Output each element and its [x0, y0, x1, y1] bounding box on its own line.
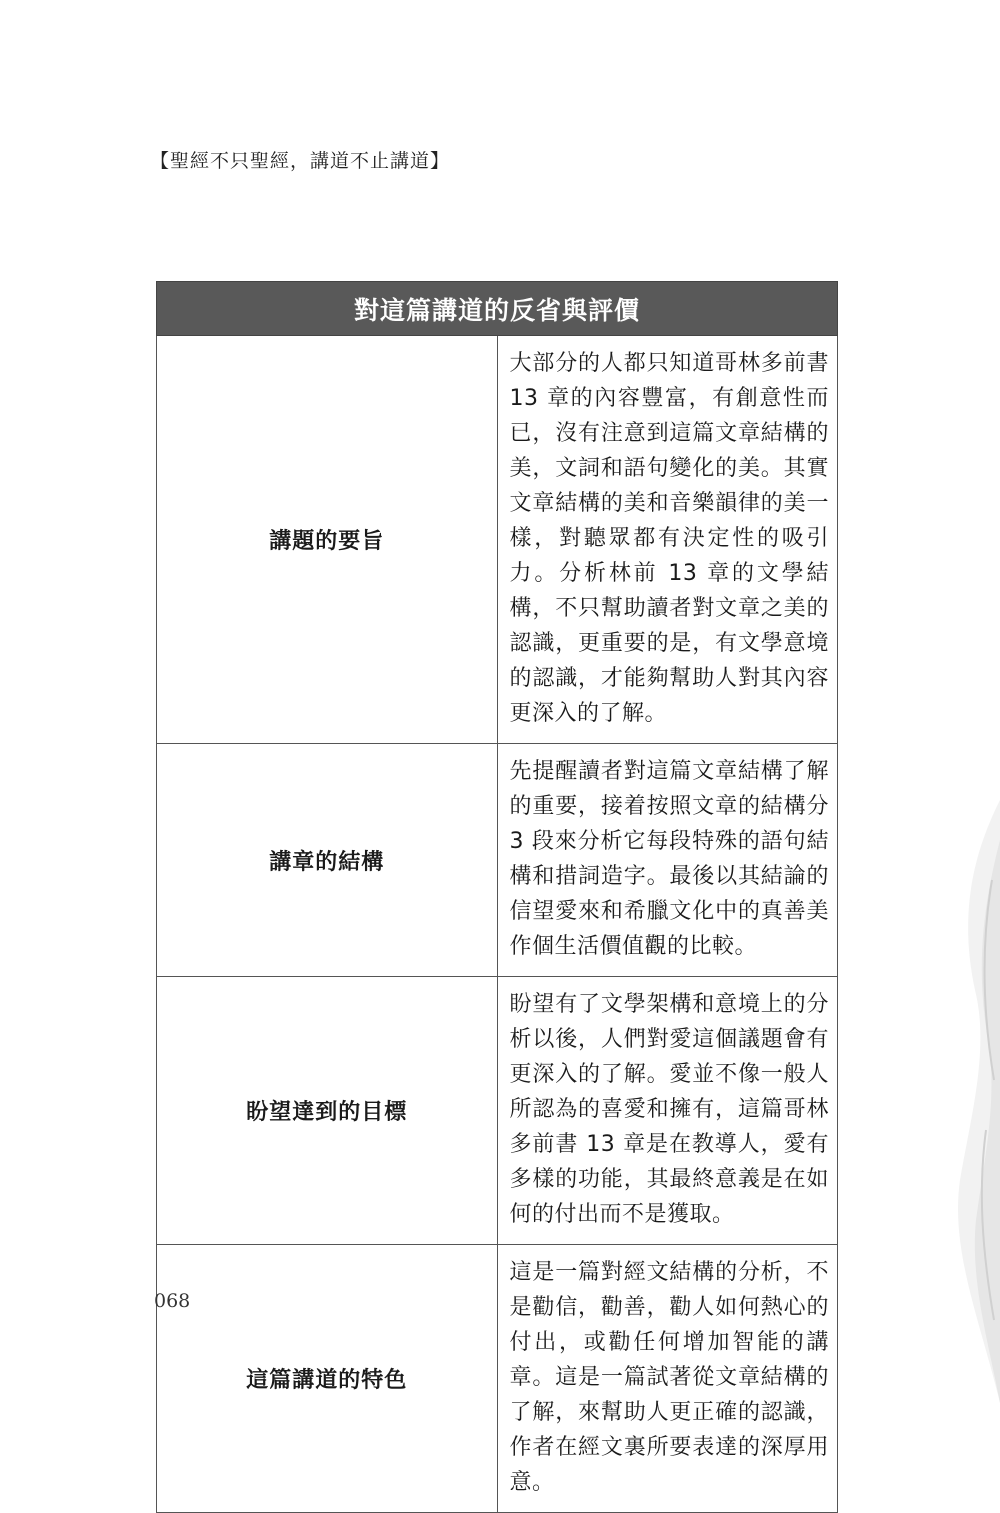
table-row [157, 336, 838, 744]
row-content-theme: 大部分的人都只知道哥林多前書 13 章的內容豐富，有創意性而已，沒有注意到這篇文章結構的美，文詞和語句變化的美。其實文章結構的美和音樂韻律的美一樣，對聽眾都有決定性的吸引力。分析林前 13 章的文學結構，不只幫助讀者對文章之美的認識，更重要的是，有文學意境的認識，才能夠幫助人對其內容更深入的了解。 [497, 336, 838, 744]
row-label-features: 這篇講道的特色 [157, 1245, 498, 1513]
table-title: 對這篇講道的反省與評價 [157, 282, 838, 336]
table-row [157, 1245, 838, 1513]
decorative-edge-graphic [940, 800, 1000, 1403]
row-content-features: 這是一篇對經文結構的分析，不是勸信，勸善，勸人如何熱心的付出，或勸任何增加智能的講章。這是一篇試著從文章結構的了解，來幫助人更正確的認識，作者在經文裏所要表達的深厚用意。 [497, 1245, 838, 1513]
row-label-goal: 盼望達到的目標 [157, 977, 498, 1245]
page-number: 068 [154, 1290, 191, 1312]
row-content-goal: 盼望有了文學架構和意境上的分析以後，人們對愛這個議題會有更深入的了解。愛並不像一般人所認為的喜愛和擁有，這篇哥林多前書 13 章是在教導人，愛有多樣的功能，其最終意義是在如何的付出而不是獲取。 [497, 977, 838, 1245]
table-row [157, 977, 838, 1245]
row-label-structure: 講章的結構 [157, 744, 498, 977]
row-label-theme: 講題的要旨 [157, 336, 498, 744]
table-row [157, 744, 838, 977]
running-header: 【聖經不只聖經，講道不止講道】 [150, 150, 451, 172]
reflection-table [156, 281, 838, 1513]
table-header-row [157, 282, 838, 336]
row-content-structure: 先提醒讀者對這篇文章結構了解的重要，接着按照文章的結構分 3 段來分析它每段特殊的語句結構和措詞造字。最後以其結論的信望愛來和希臘文化中的真善美作個生活價值觀的比較。 [497, 744, 838, 977]
